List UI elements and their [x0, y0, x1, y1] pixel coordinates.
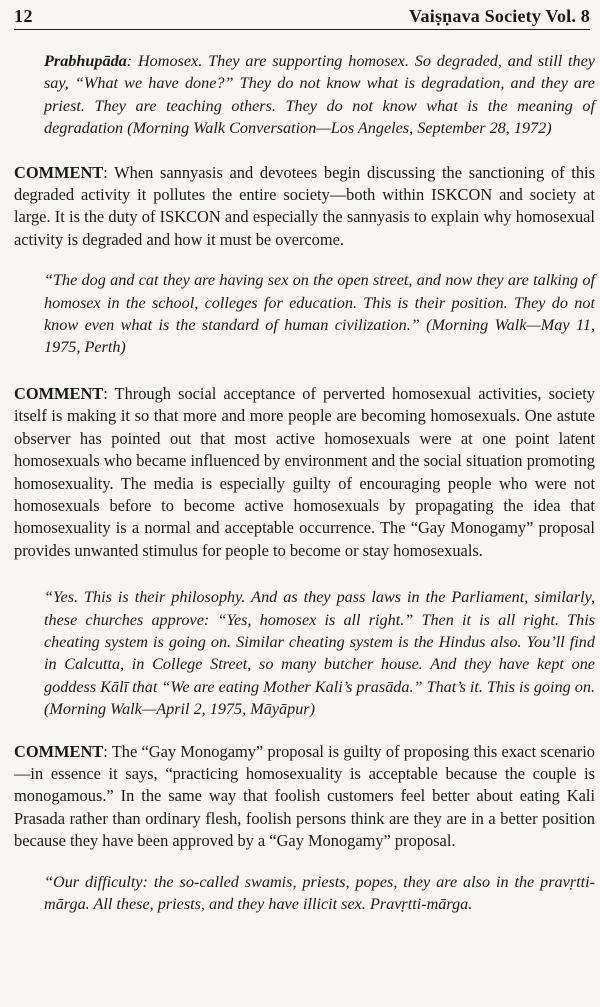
quote-block — [44, 871, 595, 916]
comment-paragraph — [14, 162, 595, 252]
running-header — [14, 0, 590, 30]
book-title: Vaiṣṇava Society Vol. 8 — [409, 6, 590, 26]
comment-paragraph — [14, 383, 595, 562]
quote-block — [44, 586, 595, 720]
quote-text: “The dog and cat they are having sex on the open street, and now they are talking of homosex in the school, colleges for education. This is their position. They do not know even what is the standard of human civilization.” (Morning Walk—May 11, 1975, Perth) — [44, 271, 595, 357]
quote-block — [44, 50, 595, 140]
quote-text: “Yes. This is their philosophy. And as they pass laws in the Parliament, similarly, these churches approve: “Yes, homosex is all right.” Then it is all right. This cheating system is going on. Similar cheating system is the Hindus also. You’ll find in Calcutta, in College Street, so many butcher house. And they have kept one goddess Kālī that “We are eating Mother Kali’s prasāda.” That’s it. This is going on. (Morning Walk—April 2, 1975, Māyāpur) — [44, 588, 595, 719]
page-number: 12 — [14, 6, 33, 26]
page-body — [14, 50, 595, 915]
quote-block — [44, 269, 595, 359]
comment-label: COMMENT — [14, 162, 104, 182]
quote-speaker: Prabhupāda — [44, 52, 127, 70]
comment-text: : When sannyasis and devotees begin discussing the sanctioning of this degraded activity it pollutes the entire society—both within ISKCON and society at large. It is the duty of ISKCON and especially the sannyasis to explain why homosexual activity is degraded and how it must be overcome. — [14, 162, 595, 249]
comment-paragraph — [14, 741, 595, 853]
comment-label: COMMENT — [14, 741, 104, 761]
quote-text: “Our difficulty: the so-called swamis, priests, popes, they are also in the pravṛtti-mārga. All these, priests, and they have illicit sex. Pravṛtti-mārga. — [44, 872, 595, 913]
quote-text: : Homosex. They are supporting homosex. So degraded, and still they say, “What we have done?” They do not know what is degradation, and they are priest. They are teaching others. They do not know what is the meaning of degradation (Morning Walk Conversation—Los Angeles, September 28, 1972) — [44, 52, 595, 138]
comment-text: : Through social acceptance of perverted homosexual activities, society itself is making it so that more and more people are becoming homosexuals. One astute observer has pointed out that most active homosexuals were at one point latent homosexuals who became influenced by environment and the social situation promoting homosexuality. The media is especially guilty of encouraging people who were not homosexuals before to become active homosexuals by propagating the idea that homosexuality is a normal and acceptable occurrence. The “Gay Monogamy” proposal provides unwanted stimulus for people to become or stay homosexuals. — [14, 383, 595, 560]
comment-text: : The “Gay Monogamy” proposal is guilty of proposing this exact scenario—in essence it says, “practicing homosexuality is acceptable because the couple is monogamous.” In the same way that foolish customers feel better about eating Kali Prasada rather than ordinary flesh, foolish persons think are they are in a better position because they have been approved by a “Gay Monogamy” proposal. — [14, 741, 595, 851]
comment-label: COMMENT — [14, 383, 104, 403]
